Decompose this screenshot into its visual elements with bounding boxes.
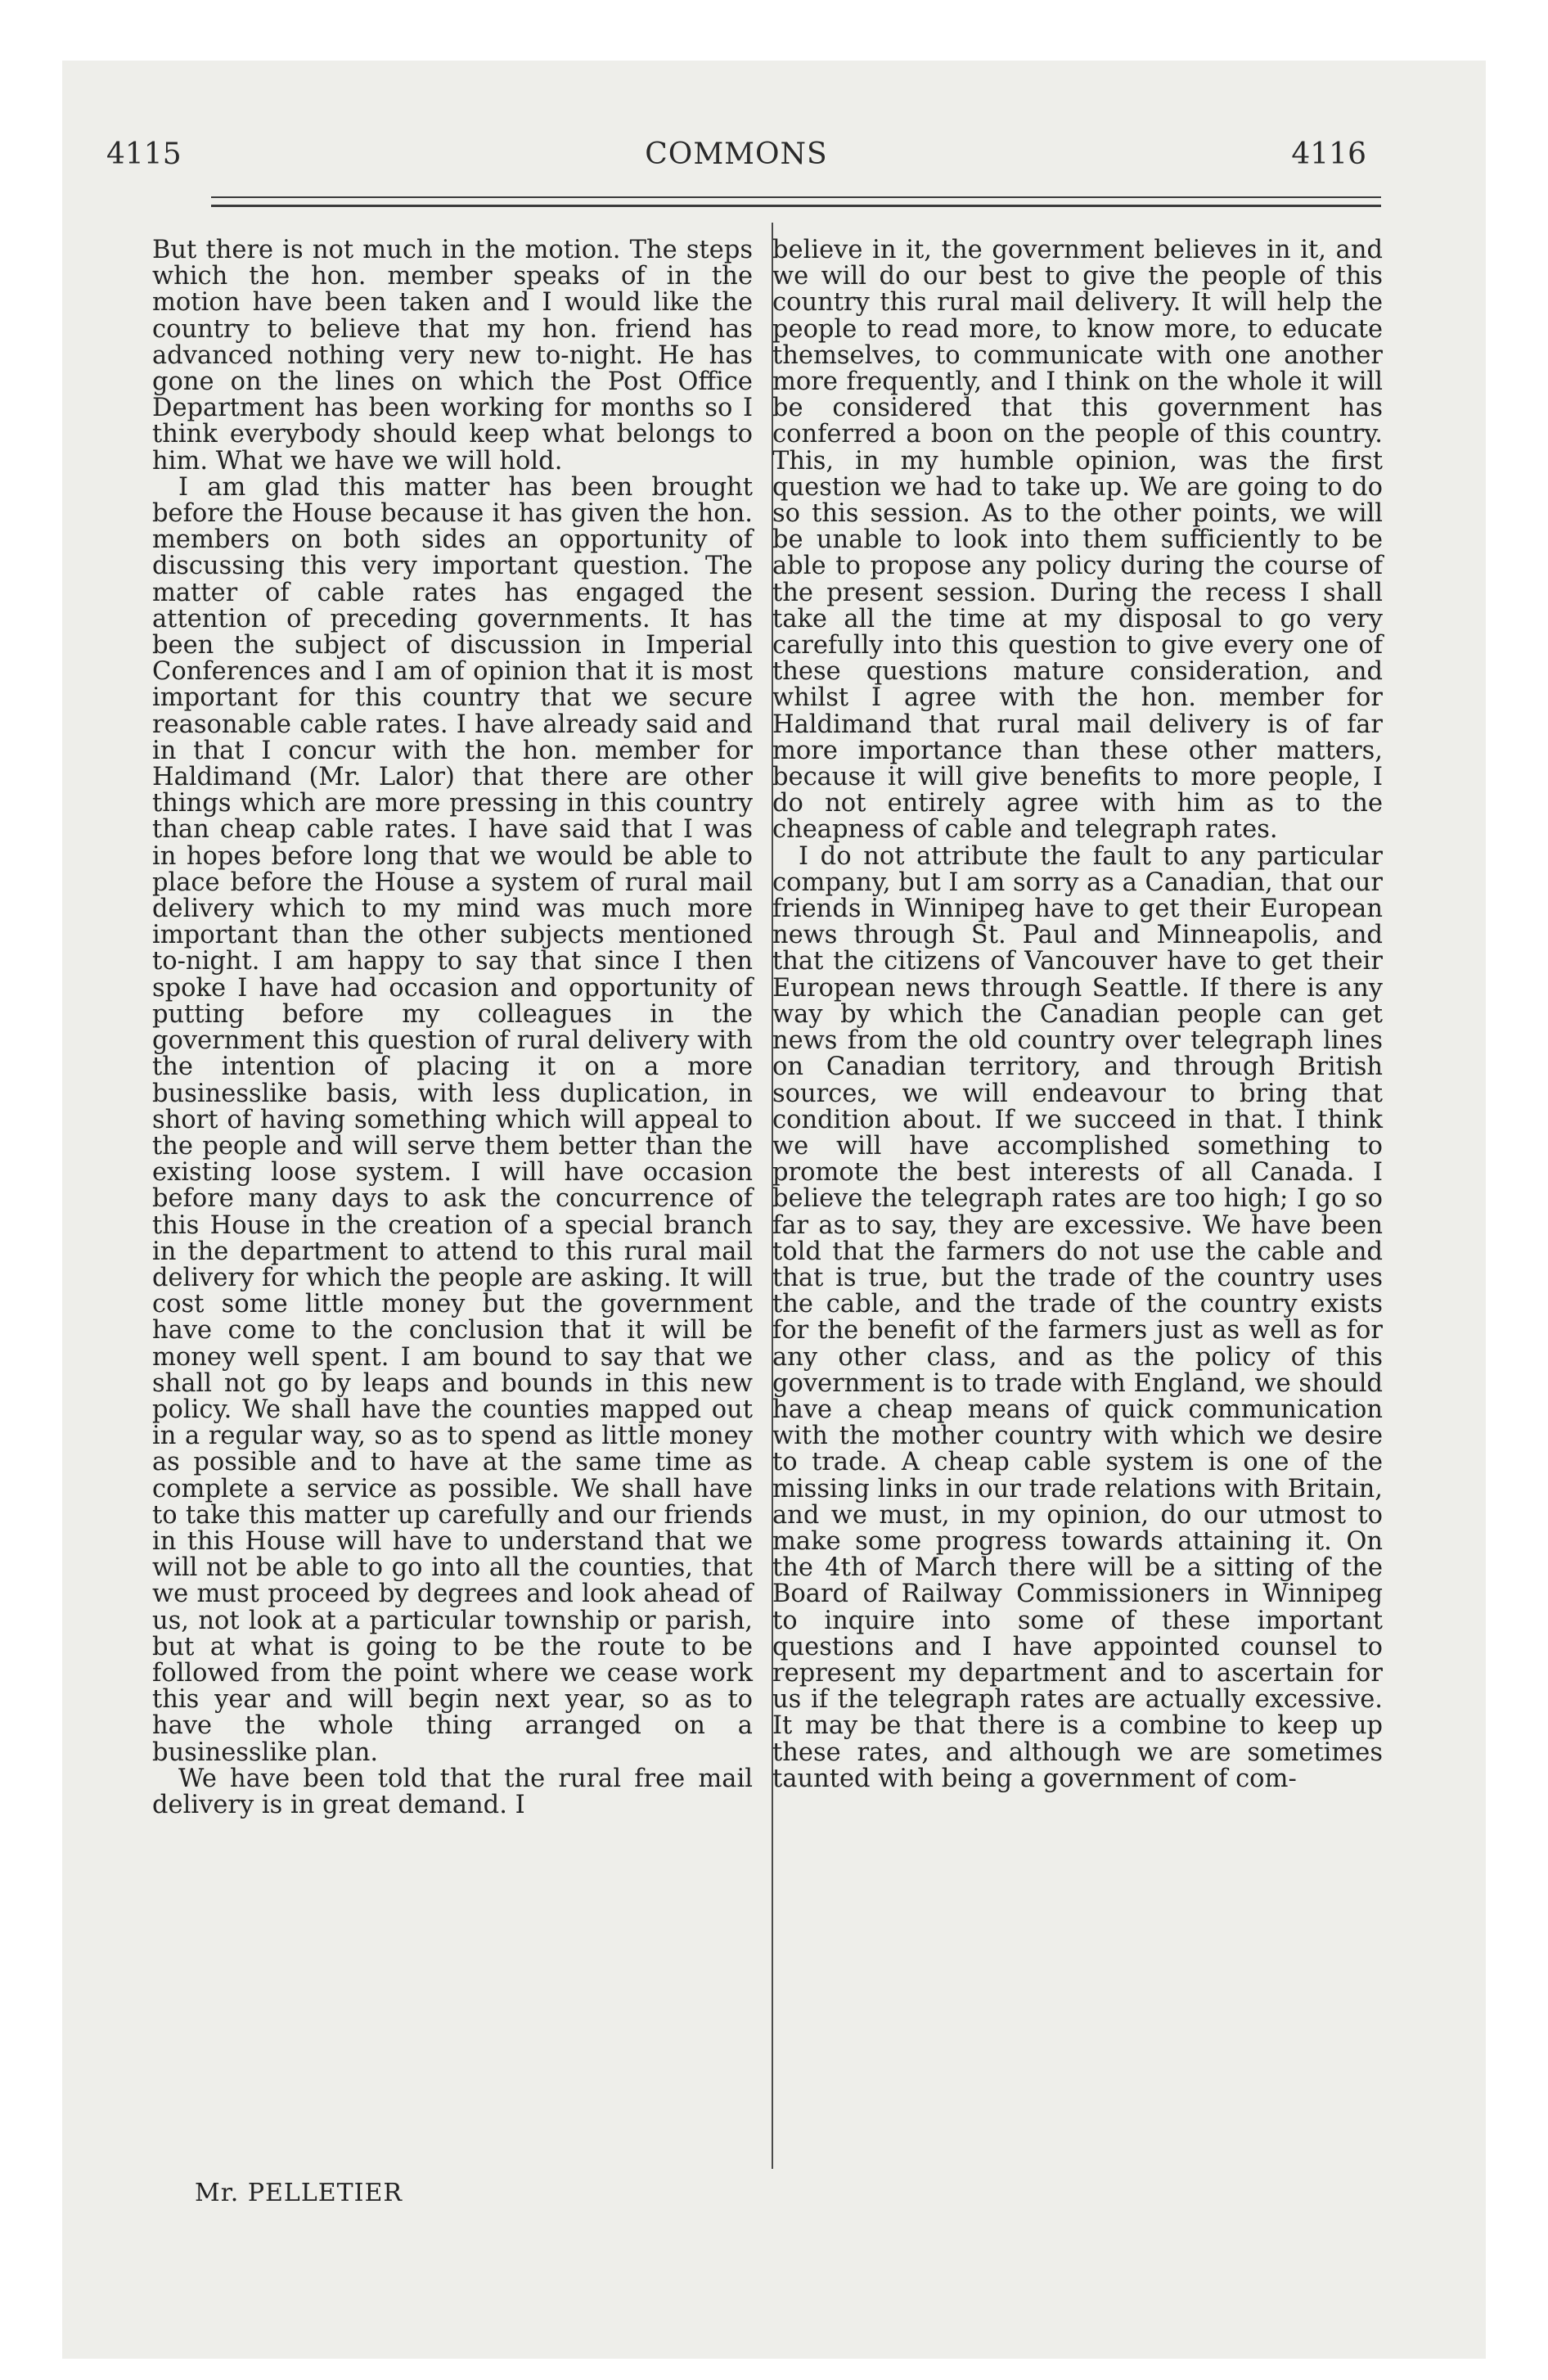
paragraph: But there is not much in the motion. The steps which the hon. member speaks of in the motion have been taken and I would like the country to believe that my hon. friend has advanced nothing very new to-night. He has gone on the lines on which the Post Office Department has been working for months so I think everybody should keep what belongs to him. What we have we will hold. — [152, 236, 753, 476]
header-rule-thick — [211, 205, 1381, 207]
page-number-left: 4115 — [106, 137, 182, 171]
paragraph: believe in it, the government believes in it, and we will do our best to give the people of this country this rural mail delivery. It will help the people to read more, to know more, to educate themselves, to communicate with one another more frequently, and I think on the whole it will be considered that this government has conferred a boon on the people of this country. This, in my humble opinion, was the first question we had to take up. We are going to do so this session. As to the other points, we will be unable to look into them sufficiently to be able to propose any policy during the course of the present session. During the recess I shall take all the time at my disposal to go very carefully into this question to give every one of these questions mature consideration, and whilst I agree with the hon. member for Haldimand that rural mail delivery is of far more importance than these other matters, because it will give benefits to more people, I do not entirely agree with him as to the cheapness of cable and telegraph rates. — [772, 236, 1383, 845]
page-title: COMMONS — [645, 137, 828, 171]
header-rule-thin — [211, 196, 1381, 198]
page-number-right: 4116 — [1291, 137, 1366, 171]
page-header — [106, 79, 1366, 171]
left-column — [152, 237, 753, 1819]
speaker-name: Mr. PELLETIER — [195, 2179, 403, 2207]
right-column — [772, 237, 1383, 1792]
paragraph: I do not attribute the fault to any particular company, but I am sorry as a Canadian, that our friends in Winnipeg have to get their European news through St. Paul and Minneapolis, and that the citizens of Vancouver have to get their European news through Seattle. If there is any way by which the Canadian people can get news from the old country over telegraph lines on Canadian territory, and through British sources, we will endeavour to bring that condition about. If we succeed in that. I think we will have accomplished something to promote the best interests of all Canada. I believe the telegraph rates are too high; I go so far as to say, they are excessive. We have been told that the farmers do not use the cable and that is true, but the trade of the country uses the cable, and the trade of the country exists for the benefit of the farmers just as well as for any other class, and as the policy of this government is to trade with England, we should have a cheap means of quick communication with the mother country with which we desire to trade. A cheap cable system is one of the missing links in our trade relations with Britain, and we must, in my opinion, do our utmost to make some progress towards attaining it. On the 4th of March there will be a sitting of the Board of Railway Commissioners in Winnipeg to inquire into some of these important questions and I have appointed counsel to represent my department and to ascertain for us if the telegraph rates are actually excessive. It may be that there is a combine to keep up these rates, and although we are sometimes taunted with being a government of com- — [772, 841, 1383, 1793]
paragraph: We have been told that the rural free mail delivery is in great demand. I — [152, 1764, 753, 1819]
paragraph: I am glad this matter has been brought before the House because it has given the hon. members on both sides an opportunity of discussing this very important question. The matter of cable rates has engaged the attention of preceding governments. It has been the subject of discussion in Imperial Conferences and I am of opinion that it is most important for this country that we secure reasonable cable rates. I have already said and in that I concur with the hon. member for Haldimand (Mr. Lalor) that there are other things which are more pressing in this country than cheap cable rates. I have said that I was in hopes before long that we would be able to place before the House a system of rural mail delivery which to my mind was much more important than the other subjects mentioned to-night. I am happy to say that since I then spoke I have had occasion and opportunity of putting before my colleagues in the government this question of rural delivery with the intention of placing it on a more businesslike basis, with less duplication, in short of having something which will appeal to the people and will serve them better than the existing loose system. I will have occasion before many days to ask the concurrence of this House in the creation of a special branch in the department to attend to this rural mail delivery for which the people are asking. It will cost some little money but the government have come to the conclusion that it will be money well spent. I am bound to say that we shall not go by leaps and bounds in this new policy. We shall have the counties mapped out in a regular way, so as to spend as little money as possible and to have at the same time as complete a service as possible. We shall have to take this matter up carefully and our friends in this House will have to understand that we will not be able to go into all the counties, that we must proceed by degrees and look ahead of us, not look at a particular township or parish, but at what is going to be the route to be followed from the point where we cease work this year and will begin next year, so as to have the whole thing arranged on a businesslike plan. — [152, 472, 753, 1767]
